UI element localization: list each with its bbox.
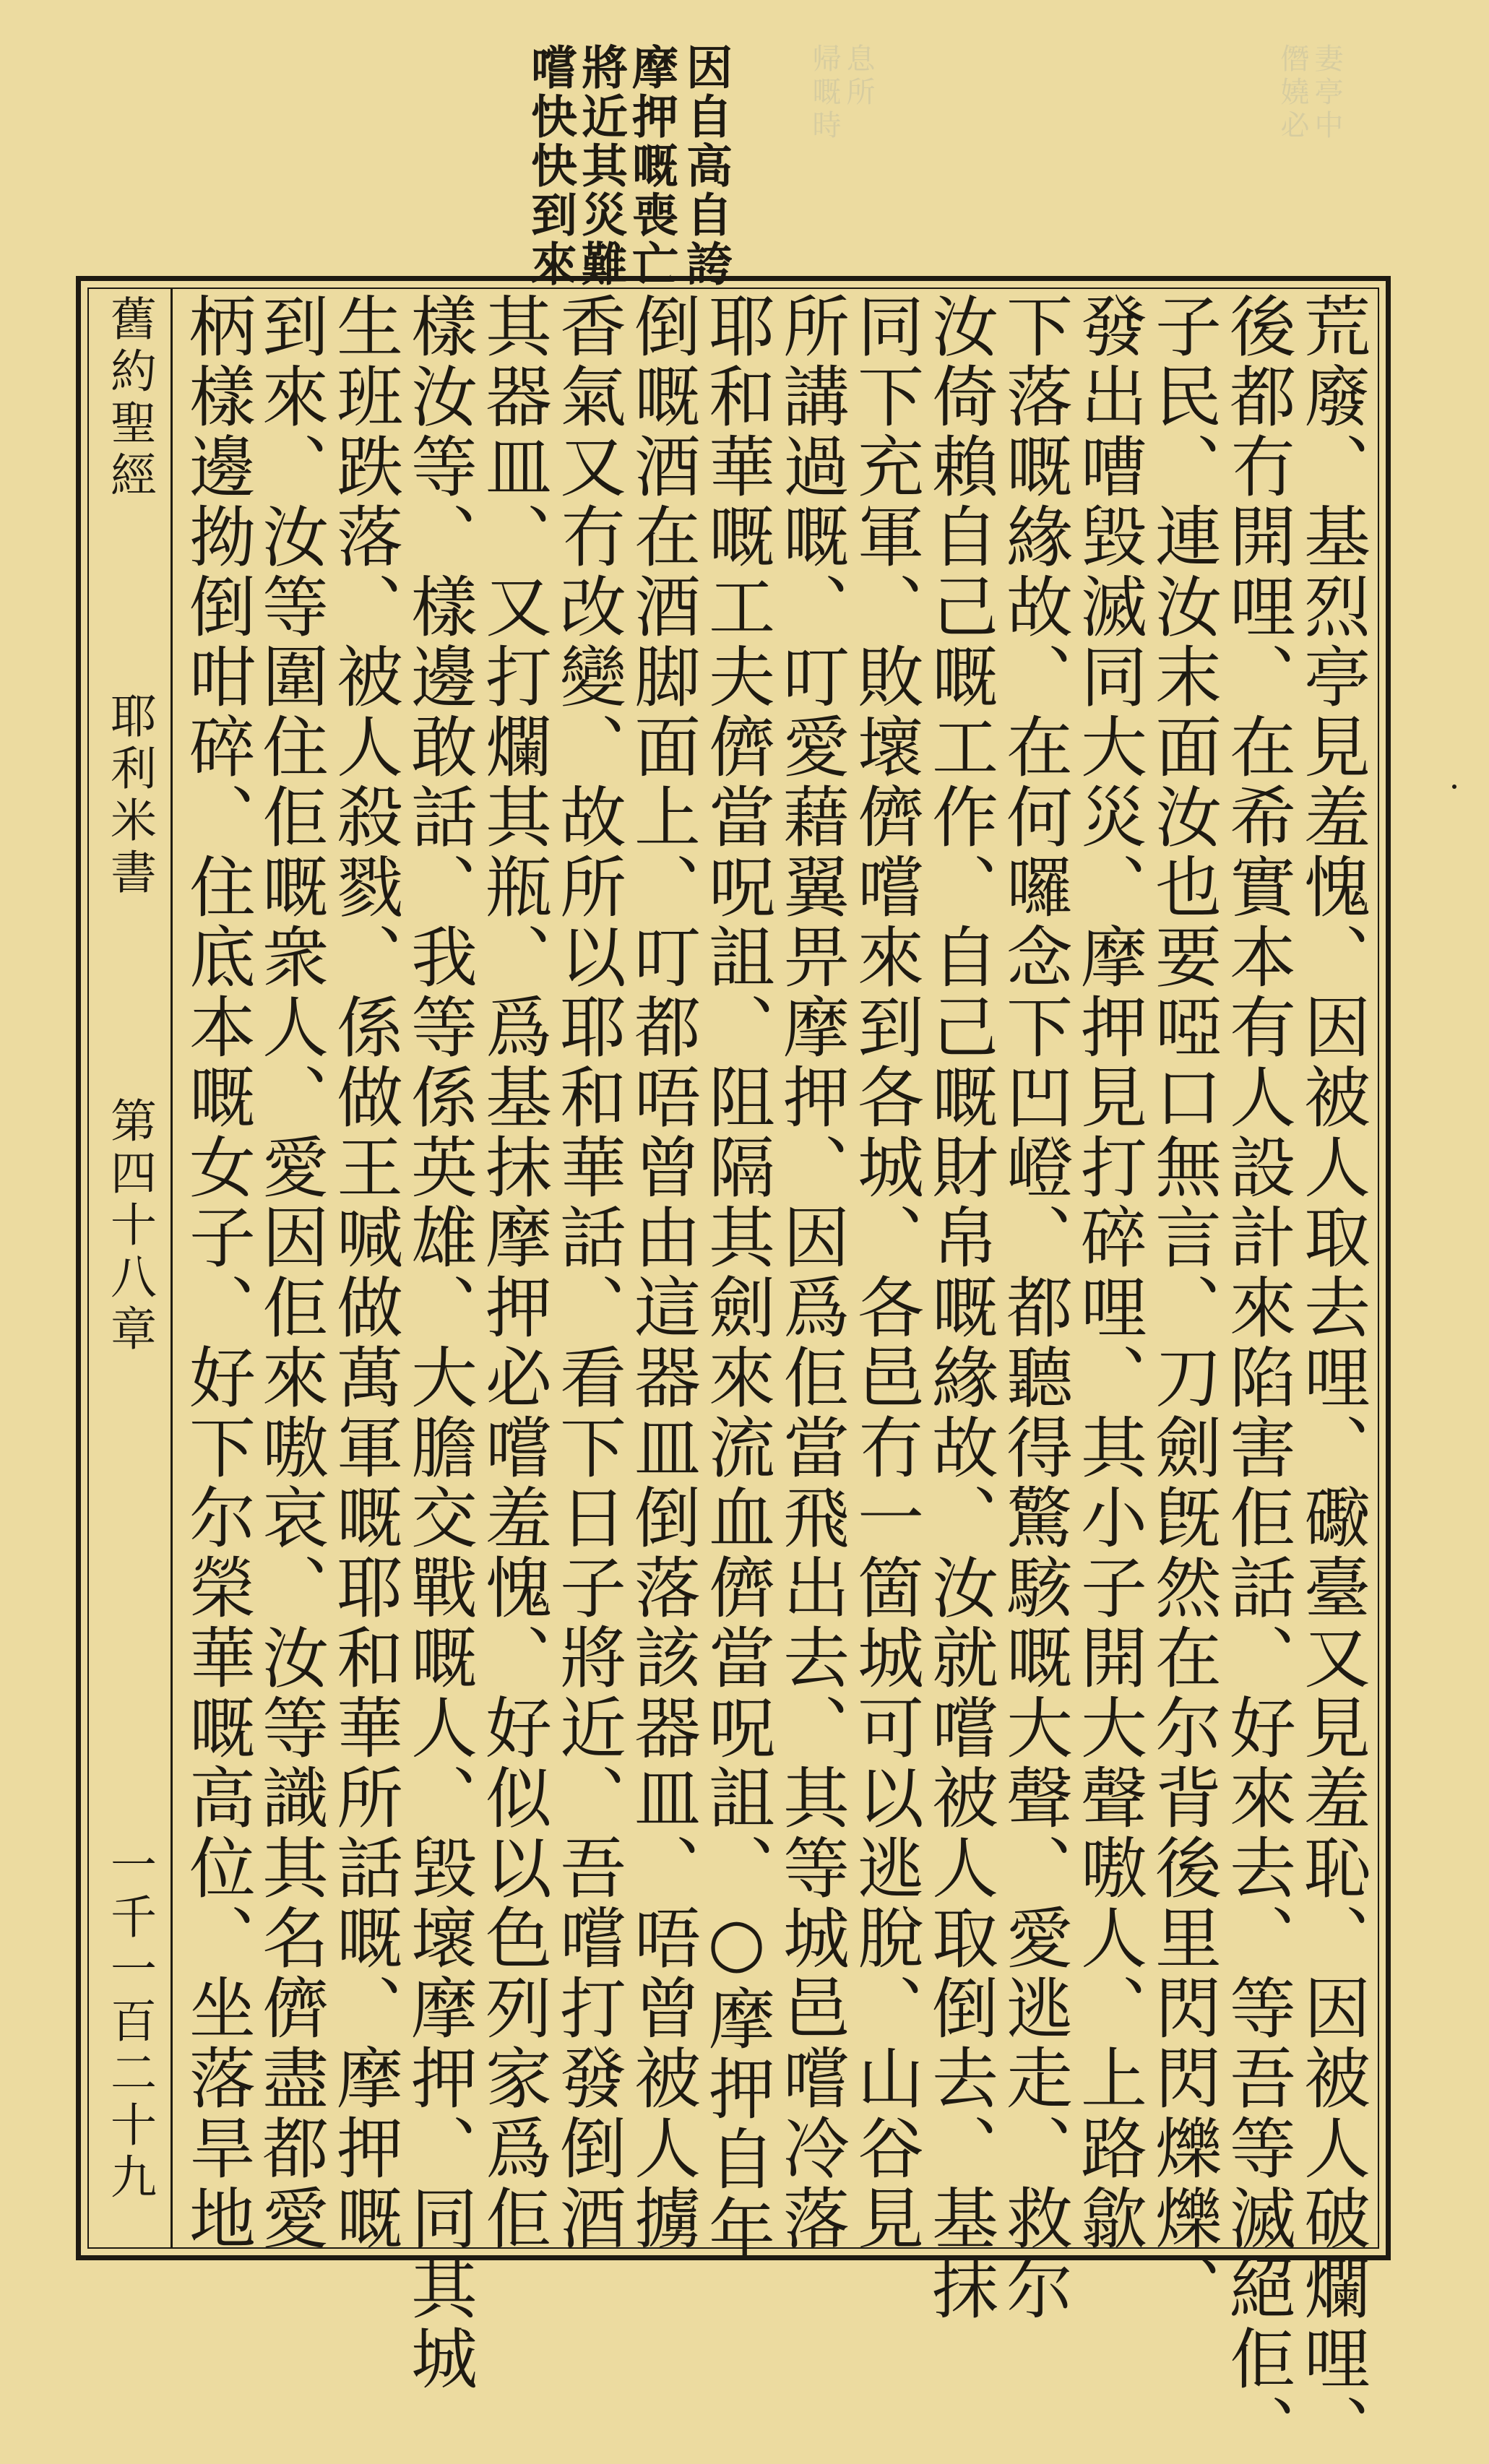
body-column-3: 子民、連汝末面汝也要啞口無言、刀劍旣然在尔背後里閃閃爍爍、 (1144, 292, 1222, 2324)
body-column-10: 倒嘅酒在酒脚面上、叮都唔曾由這器皿倒落該器皿、唔曾被人擄 (623, 292, 701, 2254)
body-column-7: 同下充軍、敗壞儕嚐來到各城、各邑冇一箇城可以逃脫、山谷見 (847, 292, 924, 2254)
body-column-15: 到來、汝等圍住佢嘅衆人、愛因佢來嗷哀、汝等識其名儕盡都愛 (251, 292, 329, 2254)
faded-note: 妻亭中 (1310, 43, 1343, 143)
body-column-11: 香氣又冇改變、故所以耶和華話、看下日子將近、吾嚐打發倒酒 (549, 292, 626, 2254)
body-column-8: 所講過嘅、叮愛藉翼畀摩押、因爲佢當飛出去、其等城邑嚐冷落 (772, 292, 850, 2254)
page-number: 一千一百二十九 (103, 1841, 156, 2205)
chapter-label: 第四十八章 (103, 1097, 156, 1357)
book-title: 舊約聖經 (103, 295, 156, 503)
book-name: 耶利米書 (103, 692, 156, 900)
body-column-14: 生班跌落、被人殺戮、係做王喊做萬軍嘅耶和華所話嘅、摩押嘅 (326, 292, 403, 2254)
body-text (177, 289, 1376, 2464)
margin-column (87, 288, 173, 2249)
body-column-6: 汝倚賴自己嘅工作、自己嘅財帛嘅緣故、汝就嚐被人取倒去、基抹 (921, 292, 998, 2324)
header-notes (0, 0, 1489, 289)
faded-note: 僭嬈必 (1276, 43, 1309, 143)
header-note-4: 嚐快快到來 (523, 43, 577, 289)
body-column-4: 發出嘈毀滅同大災、摩押見打碎哩、其小子開大聲嗷人、上路歙 (1070, 292, 1147, 2254)
body-column-12: 其器皿、又打爛其瓶、爲基抹摩押必嚐羞愧、好似以色列家爲佢 (475, 292, 552, 2254)
body-column-9: 耶和華嘅工夫儕當呪詛、阻隔其劍來流血儕當呪詛、○摩押自年 (698, 292, 775, 2265)
body-column-1: 荒廢、基烈亭見羞愧、因被人取去哩、礮臺又見羞恥、因被人破爛哩、 (1293, 292, 1371, 2464)
faded-note: 息所 (842, 43, 875, 110)
stray-mark (1452, 784, 1456, 789)
body-column-16: 柄樣邊拗倒咁碎、住底本嘅女子、好下尔榮華嘅高位、坐落旱地 (178, 292, 256, 2254)
header-note-2: 摩押嘅喪亡 (624, 43, 678, 289)
header-note-3: 將近其災難 (574, 43, 628, 289)
body-column-2: 後都冇開哩、在希實本有人設計來陷害佢話、好來去、等吾等滅絕佢、 (1219, 292, 1296, 2464)
body-column-13: 樣汝等、樣邊敢話、我等係英雄、大膽交戰嘅人、毀壞摩押、同其城 (400, 292, 478, 2394)
body-column-5: 下落嘅緣故、在何囉念下凹嶝、都聽得驚駭嘅大聲、愛逃走、救尔 (996, 292, 1073, 2324)
header-note-1: 因自高自誇 (678, 43, 733, 289)
faded-note: 帰嘅時 (808, 43, 841, 143)
